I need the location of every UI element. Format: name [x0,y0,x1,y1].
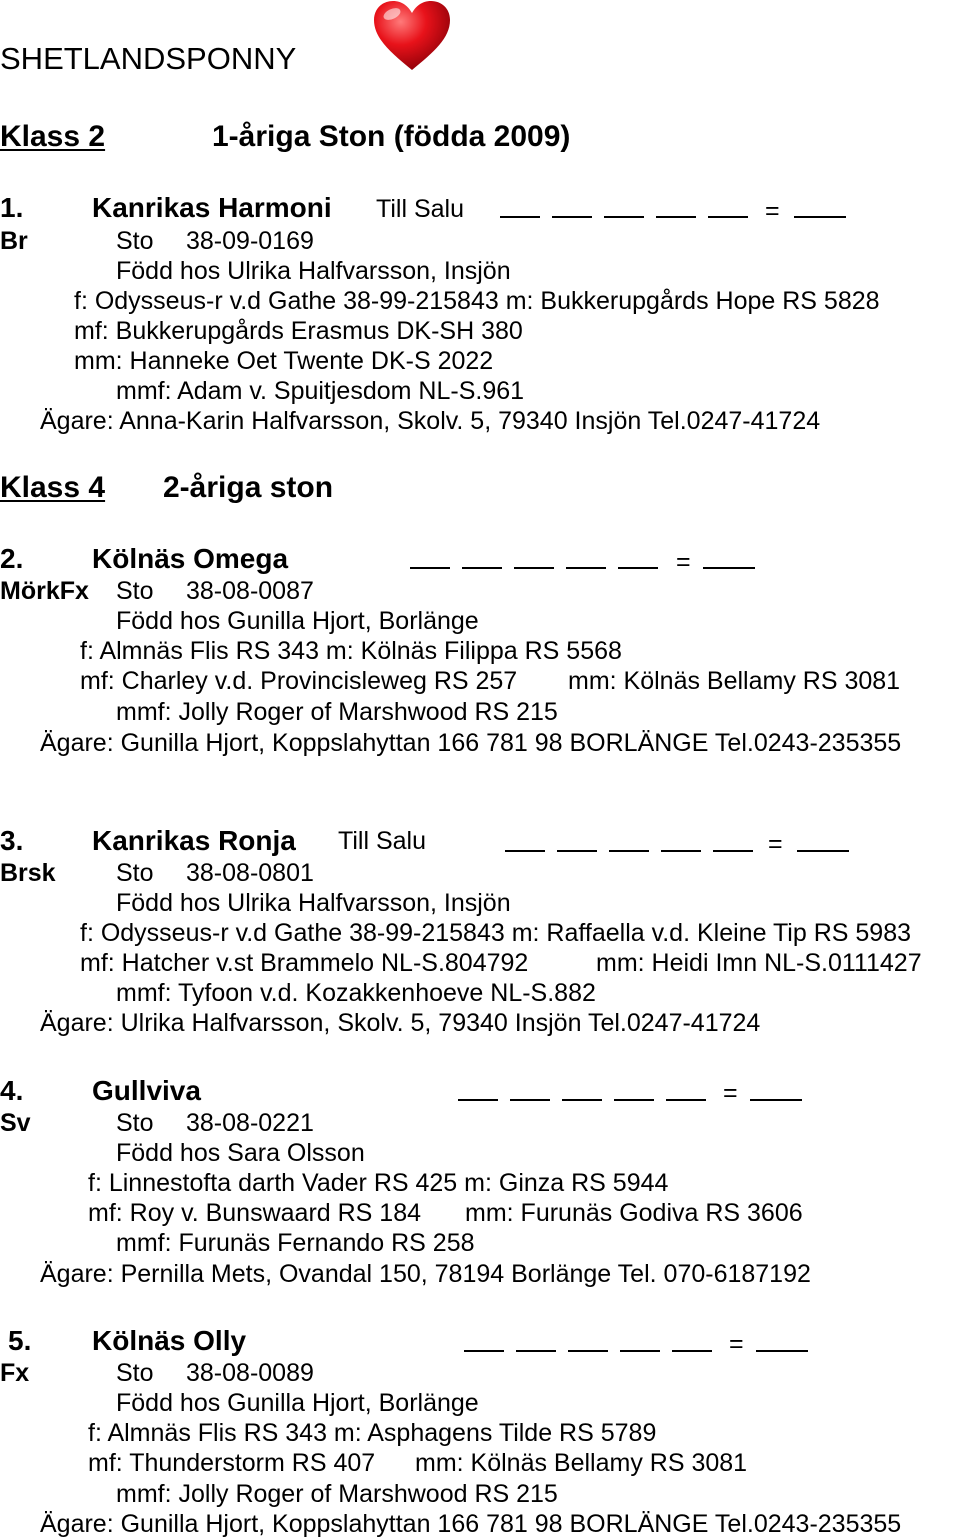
sire-dam: f: Odysseus-r v.d Gathe 38-99-215843 m: Raffaella v.d. Kleine Tip RS 5983 [80,919,912,947]
dam-dam: mm: Hanneke Oet Twente DK-S 2022 [74,347,494,375]
entry-number: 1. [0,192,24,223]
dam-sire: mf: Roy v. Bunswaard RS 184 [88,1199,422,1227]
sex: Sto [116,859,154,887]
dam-dam-sire: mmf: Tyfoon v.d. Kozakkenhoeve NL-S.882 [116,979,596,1007]
entry-number: 5. [8,1325,32,1356]
horse-name: Kanrikas Harmoni [92,192,332,223]
dam-dam-sire: mmf: Jolly Roger of Marshwood RS 215 [116,698,558,726]
dam-dam-sire: mmf: Adam v. Spuitjesdom NL-S.961 [116,377,525,405]
entry-number: 3. [0,825,24,856]
equals-sign: = [765,197,780,225]
entry-number: 2. [0,543,24,574]
horse-name: Kanrikas Ronja [92,825,296,856]
equals-sign: = [723,1079,738,1107]
equals-sign: = [729,1330,744,1358]
equals-sign: = [768,830,783,858]
page-title: SHETLANDSPONNY [0,41,297,76]
breeder: Född hos Gunilla Hjort, Borlänge [116,607,479,635]
reg-number: 38-08-0087 [186,577,314,605]
owner: Ägare: Anna-Karin Halfvarsson, Skolv. 5, 79340 Insjön Tel.0247-41724 [40,407,821,435]
dam-dam-sire: mmf: Furunäs Fernando RS 258 [116,1229,475,1257]
total-blank [797,850,849,870]
coat-color: MörkFx [0,577,89,605]
breeder: Född hos Sara Olsson [116,1139,365,1167]
class-heading: 2-åriga ston [163,471,334,504]
entry-number: 4. [0,1075,24,1106]
sex: Sto [116,577,154,605]
dam-dam: mm: Heidi Imn NL-S.0111427 [596,949,922,977]
total-blank [756,1350,808,1370]
dam-sire: mf: Hatcher v.st Brammelo NL-S.804792 [80,949,529,977]
sire-dam: f: Almnäs Flis RS 343 m: Kölnäs Filippa RS 5568 [80,637,622,665]
dam-dam: mm: Kölnäs Bellamy RS 3081 [415,1449,748,1477]
for-sale-label: Till Salu [338,827,426,855]
reg-number: 38-08-0221 [186,1109,314,1137]
dam-dam-sire: mmf: Jolly Roger of Marshwood RS 215 [116,1480,558,1508]
dam-sire: mf: Bukkerupgårds Erasmus DK-SH 380 [74,317,523,345]
dam-dam: mm: Kölnäs Bellamy RS 3081 [568,667,901,695]
total-blank [794,216,846,236]
dam-dam: mm: Furunäs Godiva RS 3606 [465,1199,803,1227]
reg-number: 38-08-0089 [186,1359,314,1387]
horse-name: Kölnäs Omega [92,543,289,574]
score-blanks [458,1099,708,1119]
dam-sire: mf: Charley v.d. Provincisleweg RS 257 [80,667,518,695]
sex: Sto [116,227,154,255]
class-label: Klass 4 [0,471,106,504]
breeder: Född hos Ulrika Halfvarsson, Insjön [116,889,511,917]
reg-number: 38-09-0169 [186,227,314,255]
sire-dam: f: Odysseus-r v.d Gathe 38-99-215843 m: Bukkerupgårds Hope RS 5828 [74,287,880,315]
horse-name: Kölnäs Olly [92,1325,247,1356]
score-blanks [505,850,755,870]
dam-sire: mf: Thunderstorm RS 407 [88,1449,376,1477]
sire-dam: f: Linnestofta darth Vader RS 425 m: Ginza RS 5944 [88,1169,669,1197]
equals-sign: = [676,548,691,576]
coat-color: Brsk [0,859,56,887]
owner: Ägare: Pernilla Mets, Ovandal 150, 78194 Borlänge Tel. 070-6187192 [40,1260,811,1288]
reg-number: 38-08-0801 [186,859,314,887]
breeder: Född hos Ulrika Halfvarsson, Insjön [116,257,511,285]
total-blank [703,567,755,587]
coat-color: Br [0,227,28,255]
coat-color: Sv [0,1109,31,1137]
for-sale-label: Till Salu [376,195,464,223]
owner: Ägare: Ulrika Halfvarsson, Skolv. 5, 79340 Insjön Tel.0247-41724 [40,1009,761,1037]
owner: Ägare: Gunilla Hjort, Koppslahyttan 166 781 98 BORLÄNGE Tel.0243-235355 [40,1510,902,1538]
class-label: Klass 2 [0,120,106,153]
owner: Ägare: Gunilla Hjort, Koppslahyttan 166 781 98 BORLÄNGE Tel.0243-235355 [40,729,902,757]
score-blanks [464,1350,714,1370]
sire-dam: f: Almnäs Flis RS 343 m: Asphagens Tilde RS 5789 [88,1419,657,1447]
sex: Sto [116,1359,154,1387]
horse-name: Gullviva [92,1075,201,1106]
breeder: Född hos Gunilla Hjort, Borlänge [116,1389,479,1417]
total-blank [750,1099,802,1119]
class-heading: 1-åriga Ston (födda 2009) [212,120,571,153]
heart-icon [372,0,452,72]
score-blanks [500,216,750,236]
coat-color: Fx [0,1359,30,1387]
sex: Sto [116,1109,154,1137]
score-blanks [410,567,660,587]
